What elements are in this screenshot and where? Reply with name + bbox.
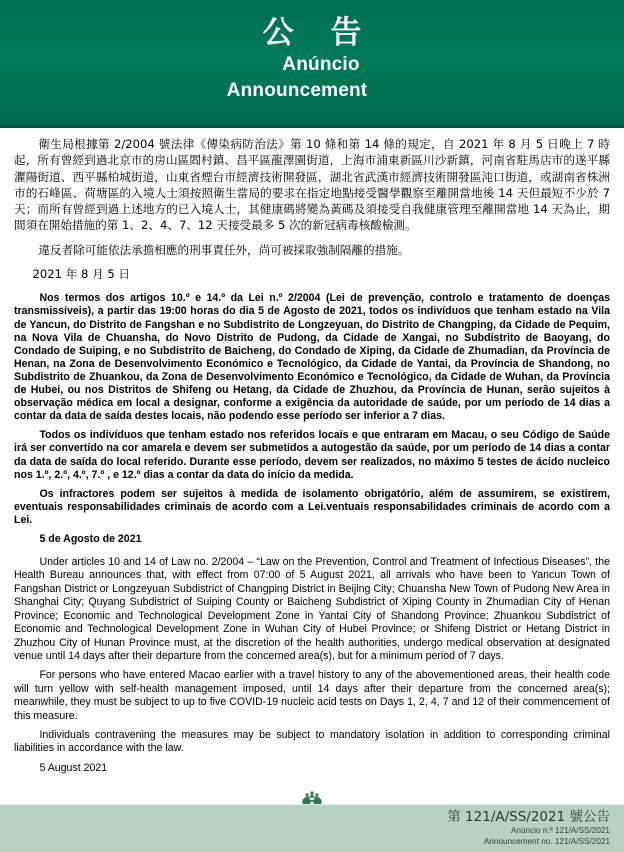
portuguese-paragraph-2: Todos os indivíduos que tenham estado nos referidos locais e que entraram em Macau, o seu Código de Saúde irá ser convertido na cor amarela e devem ser submetidos a autogestão da saúde, por um período de 14 dias a contar da data de saída do local referido. Durante esse período, devem ser realizados, no máximo 5 testes de ácido nucleico nos 1.º, 2.º, 4.º, 7.º , e 12.º dias a contar da data do início da medida. [14, 429, 610, 481]
portuguese-section [14, 292, 610, 546]
spacer [14, 234, 610, 242]
page-title-portuguese: Anúncio [282, 54, 360, 76]
reference-number-english: Announcement no. 121/A/SS/2021 [483, 836, 610, 846]
spacer [14, 282, 610, 292]
chinese-paragraph-2: 違反者除可能依法承擔相應的刑事責任外，尚可被採取強制隔離的措施。 [38, 242, 410, 257]
footer-reference-band [0, 804, 624, 852]
english-section [14, 556, 610, 775]
portuguese-date: 5 de Agosto de 2021 [39, 532, 142, 545]
chinese-date: 2021 年 8 月 5 日 [32, 267, 131, 282]
portuguese-paragraph-3: Os infractores podem ser sujeitos à medida de isolamento obrigatório, além de assumirem, se existirem, eventuais responsabilidades criminais de acordo com a Lei.ventuais responsabilidades criminais de acordo com a Lei. [14, 487, 610, 526]
reference-number-chinese: 第 121/A/SS/2021 號公告 [447, 809, 610, 825]
spacer [14, 258, 610, 266]
english-paragraph-1: Under articles 10 and 14 of Law no. 2/2004 – “Law on the Prevention, Control and Treatment of Infectious Diseases”, the Health Bureau announces that, with effect from 07:00 of 5 August 2021, all arrivals who have been to Yancun Town of Fangshan District or Longzeyuan Subdistrict of Changping District in Beijing City; Chuansha New Town of Pudong New Area in Shanghai City; Quyang Subdistrict of Suiping County or Baicheng Subdistrict of Xiping County in Zhumadian City of Henan Province; Economic and Technological Development Zone in Yantai City of Shandong Province; Zhuankou Subdistrict of Economic and Technological Development Zone in Wuhan City of Hubei Province; or Shifeng District or Hetang District in Zhuzhou City of Hunan Province must, at the discretion of the health authorities, undergo medical observation at designated venue until 14 days after their departure from the concerned area(s), but for a minimum period of 7 days. [14, 556, 610, 662]
page-title-english: Announcement [226, 79, 368, 101]
english-paragraph-2: For persons who have entered Macao earlier with a travel history to any of the abovementioned areas, their health code will turn yellow with self-health management imposed, until 14 days after their departure from the concerned area(s); meanwhile, they must be subject to up to five COVID-19 nucleic acid tests on Days 1, 2, 4, 7 and 12 of their commencement of this measure. [14, 669, 610, 722]
english-paragraph-3: Individuals contravening the measures may be subject to mandatory isolation in addition to corresponding criminal liabilities in accordance with the law. [14, 728, 610, 755]
portuguese-paragraph-1: Nos termos dos artigos 10.º e 14.º da Lei n.º 2/2004 (Lei de prevenção, controlo e tratamento de doenças transmissíveis), a partir das 19:00 horas do dia 5 de Agosto de 2021, todos os indivíduos que tenham estado na Vila de Yancun, do Distrito de Fangshan e no Subdistrito de Longzeyuan, do Distrito de Changping, da Cidade de Pequim, na Nova Vila de Chuansha, do Novo Distrito de Pudong, da Cidade de Xangai, no Subdistrito de Baoyang, do Condado de Suiping, e no Subdistrito de Baicheng, do Condado de Xiping, da Cidade de Zhumadian, da Província de Henan, na Zona de Desenvolvimento Económico e Tecnológico, da Cidade de Yantai, da Província de Shandong, no Subdistrito de Zhuankou, da Zona de Desenvolvimento Económico e Tecnológico, da Cidade de Wuhan, da Província de Hubei, ou nos Distritos de Shifeng ou Hetang, da Cidade de Zhuzhou, da Província de Hunan, serão sujeitos à observação médica em local a designar, conforme a exigência da autoridade de saúde, por um período de 14 dias a contar da data de saída destes locais, não podendo esse período ser inferior a 7 dias. [14, 292, 610, 423]
announcement-header-banner [0, 0, 624, 128]
page-title-chinese: 公 告 [262, 15, 375, 51]
reference-number-portuguese: Anúncio n.º 121/A/SS/2021 [510, 826, 610, 835]
english-date: 5 August 2021 [39, 761, 108, 774]
document-body [0, 128, 624, 834]
chinese-section [14, 136, 610, 282]
spacer [14, 546, 610, 556]
chinese-paragraph-1: 衛生局根據第 2/2004 號法律《傳染病防治法》第 10 條和第 14 條的規定，自 2021 年 8 月 5 日晚上 7 時起，所有曾經到過北京市的房山區閻村鎮、昌平區龍澤園街道，上海市浦東新區川沙新鎮，河南省駐馬店市的遂平縣灈陽街道、西平縣柏城街道，山東省煙台市經濟技術開發區，湖北省武漢市經濟技術開發區沌口街道，或湖南省株洲市的石峰區、荷塘區的入境人士須按照衛生當局的要求在指定地點接受醫學觀察至離開當地後 14 天但最短不少於 7 天；而所有曾經到過上述地方的已入境人士，其健康碼將變為黃碼及須接受自我健康管理至離開當地 14 天為止，期間須在開始措施的第 1、2、4、7、12 天接受最多 5 次的新冠病毒核酸檢測。 [14, 137, 610, 233]
